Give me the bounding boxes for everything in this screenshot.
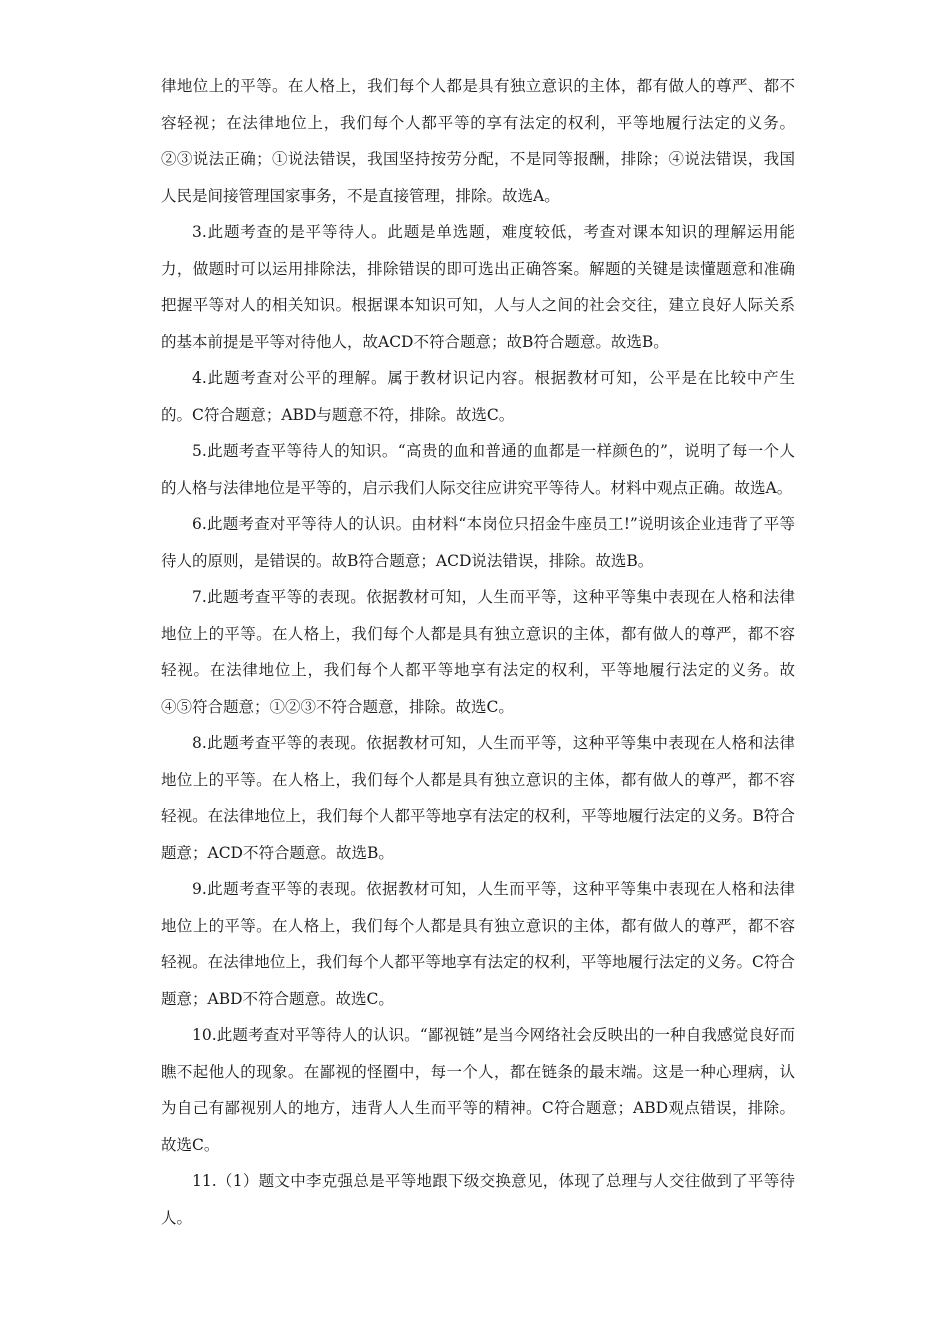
answer-paragraph-5: 5.此题考查平等待人的知识。“高贵的血和普通的血都是一样颜色的”，说明了每一个人的人格与法律地位是平等的，启示我们人际交往应讲究平等待人。材料中观点正确。故选A。 — [161, 442, 795, 497]
answer-paragraph-10: 10.此题考查对平等待人的认识。“鄙视链”是当今网络社会反映出的一种自我感觉良好而瞧不起他人的现象。在鄙视的怪圈中，每一个人，都在链条的最末端。这是一种心理病，认为自己有鄙视别人的地方，违背人人生而平等的精神。C符合题意；ABD观点错误，排除。故选C。 — [161, 1026, 795, 1154]
answer-paragraph-11: 11.（1）题文中李克强总是平等地跟下级交换意见，体现了总理与人交往做到了平等待人。 — [161, 1172, 795, 1227]
answer-paragraph-4: 4.此题考查对公平的理解。属于教材识记内容。根据教材可知，公平是在比较中产生的。C符合题意；ABD与题意不符，排除。故选C。 — [161, 369, 795, 424]
answer-paragraph-8: 8.此题考查平等的表现。依据教材可知，人生而平等，这种平等集中表现在人格和法律地位上的平等。在人格上，我们每个人都是具有独立意识的主体，都有做人的尊严，都不容轻视。在法律地位上，我们每个人都平等地享有法定的权利，平等地履行法定的义务。B符合题意；ACD不符合题意。故选B。 — [161, 734, 795, 862]
paragraph-continuation: 律地位上的平等。在人格上，我们每个人都是具有独立意识的主体，都有做人的尊严、都不容轻视；在法律地位上，我们每个人都平等的享有法定的权利，平等地履行法定的义务。②③说法正确；①说法错误，我国坚持按劳分配，不是同等报酬，排除；④说法错误，我国人民是间接管理国家事务，不是直接管理，排除。故选A。 — [161, 77, 795, 205]
answer-paragraph-9: 9.此题考查平等的表现。依据教材可知，人生而平等，这种平等集中表现在人格和法律地位上的平等。在人格上，我们每个人都是具有独立意识的主体，都有做人的尊严，都不容轻视。在法律地位上，我们每个人都平等地享有法定的权利，平等地履行法定的义务。C符合题意；ABD不符合题意。故选C。 — [161, 880, 795, 1008]
answer-paragraph-6: 6.此题考查对平等待人的认识。由材料“本岗位只招金牛座员工!”说明该企业违背了平等待人的原则，是错误的。故B符合题意；ACD说法错误，排除。故选B。 — [161, 515, 795, 570]
document-body — [161, 68, 795, 1236]
answer-paragraph-7: 7.此题考查平等的表现。依据教材可知，人生而平等，这种平等集中表现在人格和法律地位上的平等。在人格上，我们每个人都是具有独立意识的主体，都有做人的尊严，都不容轻视。在法律地位上，我们每个人都平等地享有法定的权利，平等地履行法定的义务。故④⑤符合题意；①②③不符合题意，排除。故选C。 — [161, 588, 795, 716]
answer-paragraph-3: 3.此题考查的是平等待人。此题是单选题，难度较低，考查对课本知识的理解运用能力，做题时可以运用排除法，排除错误的即可选出正确答案。解题的关键是读懂题意和准确把握平等对人的相关知识。根据课本知识可知，人与人之间的社会交往，建立良好人际关系的基本前提是平等对待他人，故ACD不符合题意；故B符合题意。故选B。 — [161, 223, 795, 351]
